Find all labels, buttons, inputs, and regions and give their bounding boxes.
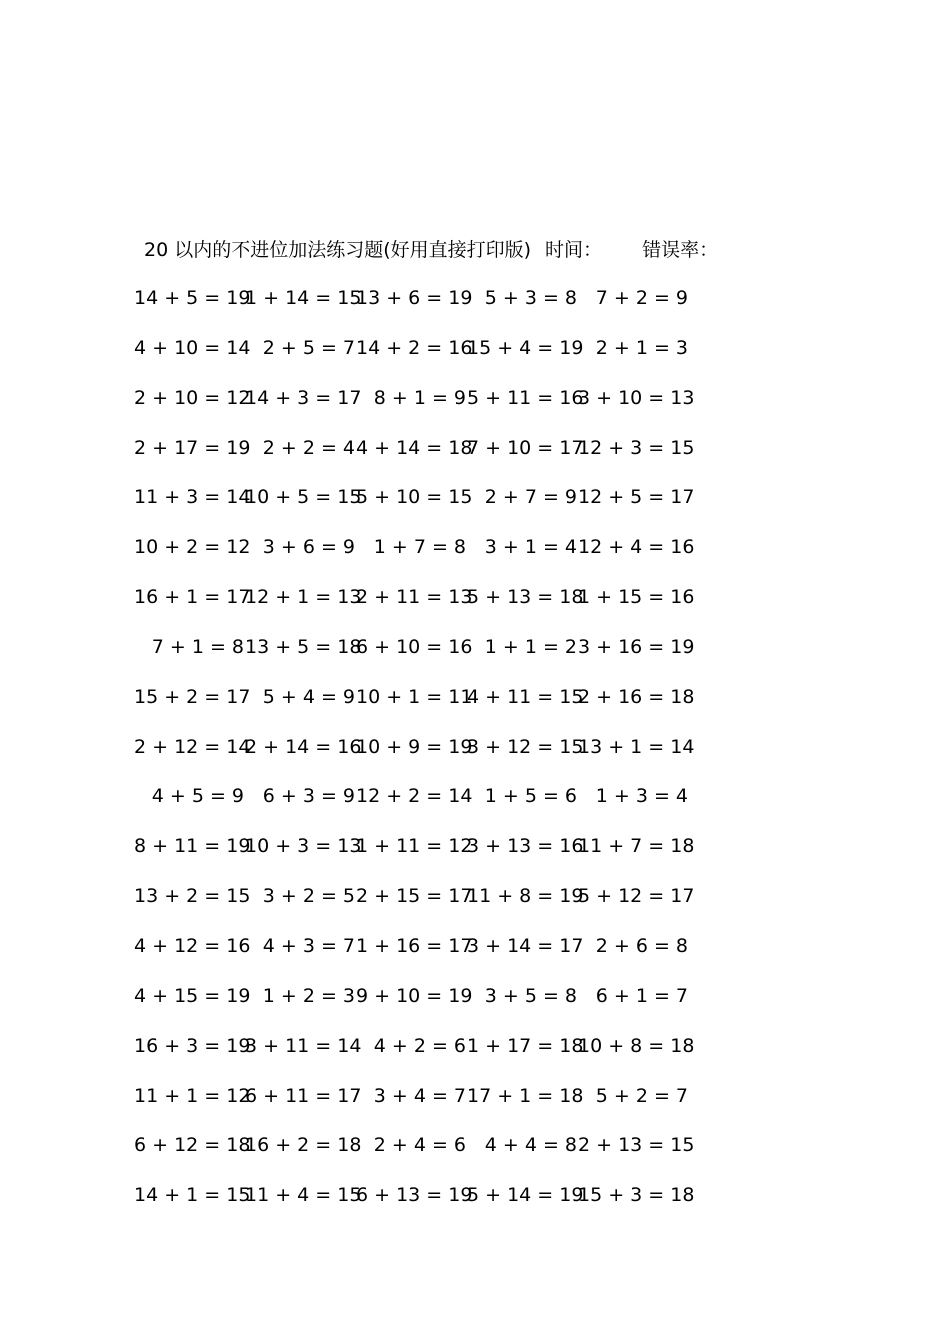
problem-cell: 12 + 5 = 17	[578, 486, 695, 509]
problem-row	[0, 434, 950, 484]
problem-row	[0, 932, 950, 982]
problem-cell: 2 + 12 = 14	[134, 735, 251, 758]
problem-cell: 4 + 10 = 14	[134, 336, 251, 359]
problem-cell: 4 + 5 = 9	[151, 785, 244, 808]
problem-cell: 13 + 1 = 14	[578, 735, 695, 758]
problem-cell: 11 + 3 = 14	[134, 486, 251, 509]
problem-cell: 5 + 10 = 15	[356, 486, 473, 509]
problem-cell: 13 + 6 = 19	[356, 287, 473, 309]
problem-cell: 11 + 1 = 12	[134, 1084, 251, 1107]
problem-cell: 3 + 16 = 19	[578, 635, 695, 658]
problem-cell: 5 + 12 = 17	[578, 885, 695, 908]
problem-row	[0, 1181, 950, 1231]
problem-cell: 4 + 4 = 8	[484, 1134, 577, 1157]
problem-cell: 4 + 2 = 6	[373, 1034, 466, 1057]
problem-cell: 3 + 13 = 16	[467, 835, 584, 858]
problem-row	[0, 882, 950, 932]
problem-cell: 1 + 1 = 2	[484, 635, 577, 658]
problem-cell: 16 + 2 = 18	[245, 1134, 362, 1157]
problem-cell: 2 + 15 = 17	[356, 885, 473, 908]
problem-cell: 11 + 4 = 15	[245, 1184, 362, 1207]
problem-cell: 10 + 3 = 13	[245, 835, 362, 858]
problem-cell: 3 + 2 = 5	[262, 885, 355, 908]
problem-row	[0, 683, 950, 733]
problem-cell: 6 + 13 = 19	[356, 1184, 473, 1207]
problem-cell: 1 + 17 = 18	[467, 1034, 584, 1057]
problem-cell: 7 + 1 = 8	[151, 635, 244, 658]
problem-cell: 2 + 14 = 16	[245, 735, 362, 758]
problem-row	[0, 334, 950, 384]
problem-row	[0, 483, 950, 533]
problem-cell: 16 + 1 = 17	[134, 586, 251, 609]
problem-cell: 3 + 6 = 9	[262, 536, 355, 559]
problem-cell: 8 + 11 = 19	[134, 835, 251, 858]
problem-cell: 4 + 11 = 15	[467, 685, 584, 708]
problem-cell: 2 + 5 = 7	[262, 336, 355, 359]
problem-cell: 2 + 2 = 4	[262, 436, 355, 459]
problem-cell: 14 + 2 = 16	[356, 336, 473, 359]
time-label: 时间：	[545, 239, 603, 261]
problem-cell: 3 + 14 = 17	[467, 934, 584, 957]
problem-cell: 3 + 4 = 7	[373, 1084, 466, 1107]
problem-row	[0, 982, 950, 1032]
problem-cell: 6 + 10 = 16	[356, 635, 473, 658]
problem-cell: 15 + 4 = 19	[467, 336, 584, 359]
problem-cell: 5 + 3 = 8	[484, 287, 577, 309]
problem-cell: 2 + 6 = 8	[595, 934, 688, 957]
problem-cell: 2 + 7 = 9	[484, 486, 577, 509]
problem-cell: 4 + 15 = 19	[134, 984, 251, 1007]
problem-cell: 7 + 2 = 9	[595, 287, 688, 309]
problem-cell: 10 + 5 = 15	[245, 486, 362, 509]
problem-cell: 3 + 10 = 13	[578, 386, 695, 409]
problem-cell: 10 + 2 = 12	[134, 536, 251, 559]
problem-cell: 3 + 11 = 14	[245, 1034, 362, 1057]
problem-cell: 3 + 12 = 15	[467, 735, 584, 758]
problem-cell: 10 + 8 = 18	[578, 1034, 695, 1057]
worksheet-header	[144, 236, 718, 264]
problem-cell: 2 + 11 = 13	[356, 586, 473, 609]
problem-cell: 1 + 16 = 17	[356, 934, 473, 957]
problem-cell: 13 + 5 = 18	[245, 635, 362, 658]
problem-cell: 3 + 1 = 4	[484, 536, 577, 559]
problem-cell: 2 + 13 = 15	[578, 1134, 695, 1157]
problem-cell: 1 + 2 = 3	[262, 984, 355, 1007]
problem-cell: 6 + 11 = 17	[245, 1084, 362, 1107]
problem-cell: 12 + 4 = 16	[578, 536, 695, 559]
problem-cell: 5 + 13 = 18	[467, 586, 584, 609]
problem-cell: 15 + 3 = 18	[578, 1184, 695, 1207]
problem-row	[0, 284, 950, 334]
problem-cell: 13 + 2 = 15	[134, 885, 251, 908]
problem-cell: 10 + 1 = 11	[356, 685, 473, 708]
problem-cell: 8 + 1 = 9	[373, 386, 466, 409]
problem-cell: 1 + 14 = 15	[245, 287, 362, 309]
problem-cell: 2 + 1 = 3	[595, 336, 688, 359]
problem-row	[0, 832, 950, 882]
problem-cell: 4 + 14 = 18	[356, 436, 473, 459]
problem-row	[0, 782, 950, 832]
problem-cell: 1 + 11 = 12	[356, 835, 473, 858]
problem-row	[0, 533, 950, 583]
problem-cell: 5 + 11 = 16	[467, 386, 584, 409]
problem-row	[0, 583, 950, 633]
problem-cell: 2 + 4 = 6	[373, 1134, 466, 1157]
problem-row	[0, 384, 950, 434]
problem-cell: 6 + 3 = 9	[262, 785, 355, 808]
problem-cell: 6 + 1 = 7	[595, 984, 688, 1007]
problem-cell: 17 + 1 = 18	[467, 1084, 584, 1107]
problem-grid	[0, 284, 950, 1231]
problem-cell: 12 + 1 = 13	[245, 586, 362, 609]
problem-cell: 4 + 3 = 7	[262, 934, 355, 957]
problem-cell: 1 + 15 = 16	[578, 586, 695, 609]
problem-cell: 5 + 2 = 7	[595, 1084, 688, 1107]
problem-cell: 6 + 12 = 18	[134, 1134, 251, 1157]
problem-row	[0, 633, 950, 683]
problem-cell: 5 + 14 = 19	[467, 1184, 584, 1207]
worksheet-title: 20 以内的不进位加法练习题(好用直接打印版)	[144, 239, 532, 261]
problem-row	[0, 1082, 950, 1132]
problem-cell: 1 + 7 = 8	[373, 536, 466, 559]
problem-cell: 5 + 4 = 9	[262, 685, 355, 708]
problem-cell: 11 + 8 = 19	[467, 885, 584, 908]
problem-cell: 12 + 3 = 15	[578, 436, 695, 459]
problem-cell: 15 + 2 = 17	[134, 685, 251, 708]
problem-cell: 2 + 17 = 19	[134, 436, 251, 459]
problem-cell: 11 + 7 = 18	[578, 835, 695, 858]
problem-cell: 7 + 10 = 17	[467, 436, 584, 459]
problem-cell: 2 + 10 = 12	[134, 386, 251, 409]
problem-cell: 2 + 16 = 18	[578, 685, 695, 708]
problem-cell: 1 + 3 = 4	[595, 785, 688, 808]
problem-cell: 10 + 9 = 19	[356, 735, 473, 758]
problem-cell: 1 + 5 = 6	[484, 785, 577, 808]
error-rate-label: 错误率：	[642, 239, 719, 261]
problem-row	[0, 733, 950, 783]
problem-cell: 3 + 5 = 8	[484, 984, 577, 1007]
problem-cell: 4 + 12 = 16	[134, 934, 251, 957]
problem-cell: 16 + 3 = 19	[134, 1034, 251, 1057]
problem-cell: 14 + 1 = 15	[134, 1184, 251, 1207]
problem-row	[0, 1131, 950, 1181]
problem-row	[0, 1032, 950, 1082]
problem-cell: 12 + 2 = 14	[356, 785, 473, 808]
problem-cell: 9 + 10 = 19	[356, 984, 473, 1007]
problem-cell: 14 + 5 = 19	[134, 287, 251, 309]
problem-cell: 14 + 3 = 17	[245, 386, 362, 409]
